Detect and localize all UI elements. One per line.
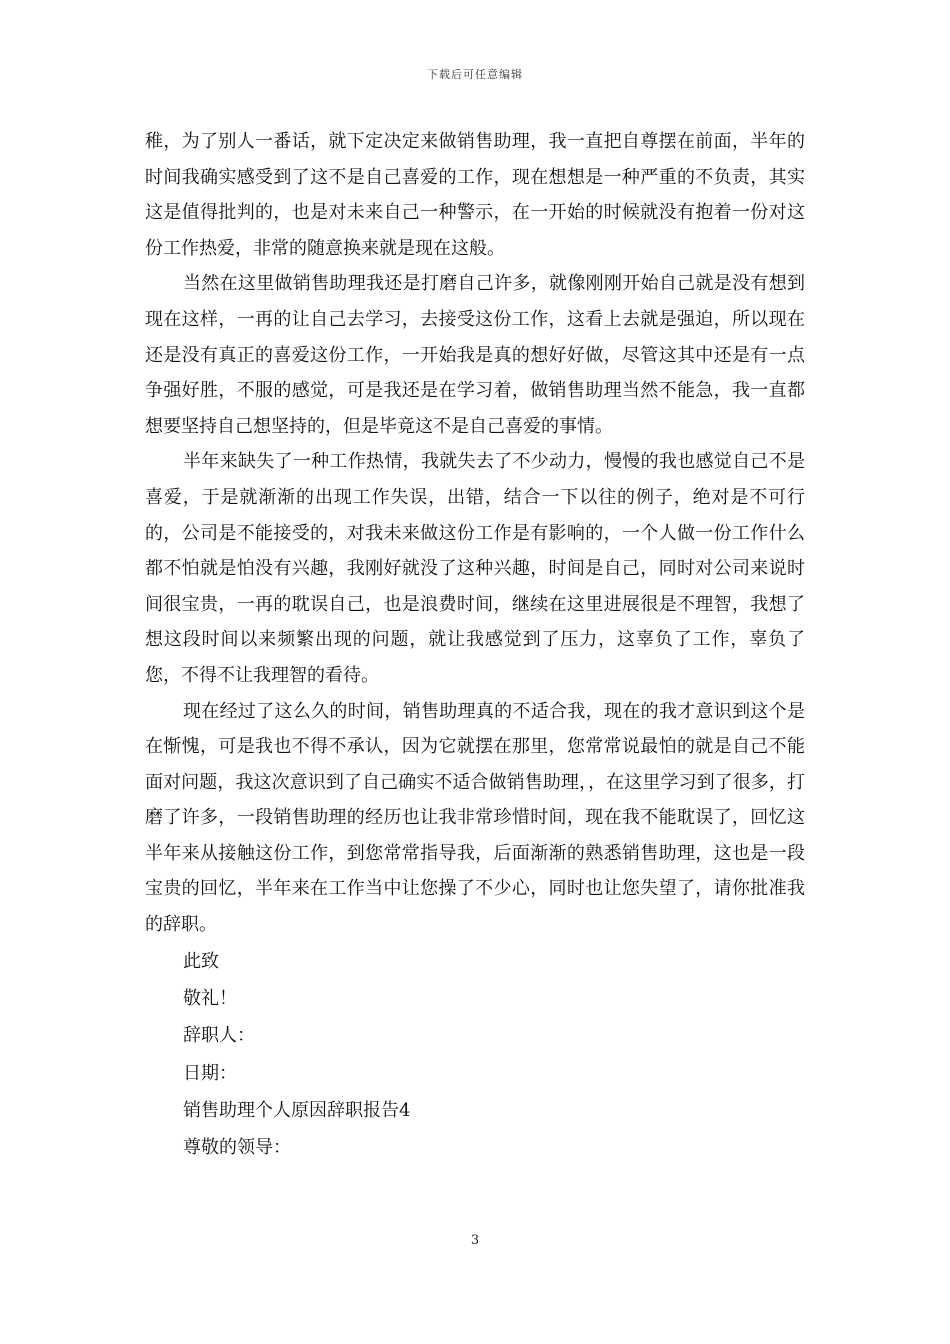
- closing-line: 此致: [183, 950, 219, 972]
- date-label: 日期：: [183, 1062, 237, 1084]
- document-body: [145, 124, 805, 1166]
- paragraph: 当然在这里做销售助理我还是打磨自己许多，就像刚刚开始自己就是没有想到现在这样，一再的让自己去学习，去接受这份工作，这看上去就是强迫，所以现在还是没有真正的喜爱这份工作，一开始我是真的想好好做，尽管这其中还是有一点争强好胜，不服的感觉，可是我还是在学习着，做销售助理当然不能急，我一直都想要坚持自己想坚持的，但是毕竟这不是自己喜爱的事情。: [145, 273, 805, 437]
- resigner-label: 辞职人：: [183, 1025, 255, 1047]
- paragraph: 半年来缺失了一种工作热情，我就失去了不少动力，慢慢的我也感觉自己不是喜爱，于是就渐渐的出现工作失误，出错，结合一下以往的例子，绝对是不可行的，公司是不能接受的，对我未来做这份工作是有影响的，一个人做一份工作什么都不怕就是怕没有兴趣，我刚好就没了这种兴趣，时间是自己，同时对公司来说时间很宝贵，一再的耽误自己，也是浪费时间，继续在这里进展很是不理智，我想了想这段时间以来频繁出现的问题，就让我感觉到了压力，这辜负了工作，辜负了您，不得不让我理智的看待。: [145, 451, 805, 686]
- salute-line: 敬礼！: [183, 987, 237, 1009]
- paragraph: 现在经过了这么久的时间，销售助理真的不适合我，现在的我才意识到这个是在惭愧，可是我也不得不承认，因为它就摆在那里，您常常说最怕的就是自己不能面对问题，我这次意识到了自己确实不适合做销售助理，，在这里学习到了很多，打磨了许多，一段销售助理的经历也让我非常珍惜时间，现在我不能耽误了，回忆这半年来从接触这份工作，到您常常指导我，后面渐渐的熟悉销售助理，这也是一段宝贵的回忆，半年来在工作当中让您操了不少心，同时也让您失望了，请你批准我的辞职。: [145, 700, 805, 936]
- greeting-line: 尊敬的领导：: [183, 1137, 291, 1159]
- paragraph-continuation: 稚，为了别人一番话，就下定决定来做销售助理，我一直把自尊摆在前面，半年的时间我确实感受到了这不是自己喜爱的工作，现在想想是一种严重的不负责，其实这是值得批判的，也是对未来自己一种警示，在一开始的时候就没有抱着一份对这份工作热爱，非常的随意换来就是现在这般。: [145, 131, 805, 259]
- next-section-title: 销售助理个人原因辞职报告4: [183, 1099, 411, 1121]
- header-note: 下载后可任意编辑: [427, 68, 523, 81]
- page-number: 3: [470, 1233, 480, 1248]
